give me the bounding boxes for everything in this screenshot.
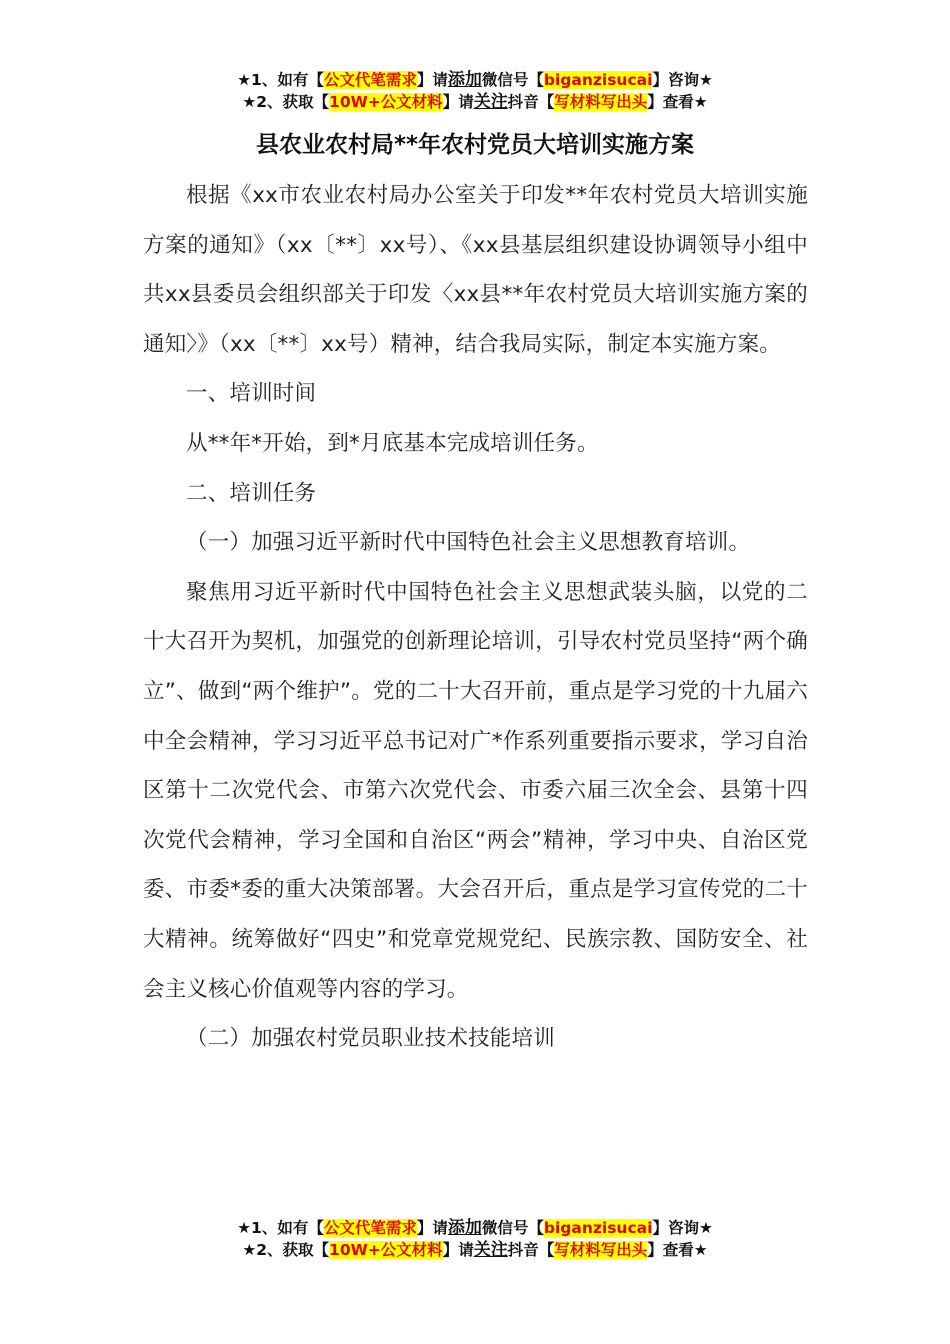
banner-text: ★2、获取【 [242,93,330,111]
banner-text: 】请 [416,1219,448,1237]
banner-highlight: biganzisucai [543,71,653,89]
header-banner [0,69,950,113]
document-title: 县农业农村局**年农村党员大培训实施方案 [255,132,695,158]
banner-highlight: 10W+公文材料 [329,1241,443,1259]
paragraph-intro: 根据《xx市农业农村局办公室关于印发**年农村党员大培训实施方案的通知》（xx〔**〕xx号）、《xx县基层组织建设协调领导小组中共xx县委员会组织部关于印发〈xx县**年农村党员大培训实施方案的通知〉》（xx〔**〕xx号）精神，结合我局实际，制定本实施方案。 [143,183,808,357]
banner-underline: 关注 [473,92,508,112]
banner-highlight: biganzisucai [543,1219,653,1237]
banner-text: 抖音【 [507,93,555,111]
banner-text: ★1、如有【 [237,1219,324,1237]
banner-line-1 [0,1217,950,1239]
heading-training-tasks: 二、培训任务 [186,480,317,506]
banner-text: 微信号【 [481,1219,544,1237]
banner-text: 】咨询★ [652,1219,713,1237]
banner-underline: 添加 [447,70,482,90]
banner-text: 】查看★ [647,93,708,111]
banner-highlight: 公文代笔需求 [323,71,417,89]
banner-underline: 添加 [447,1218,482,1238]
banner-highlight: 10W+公文材料 [329,93,443,111]
heading-training-time: 一、培训时间 [186,381,317,407]
banner-text: 】查看★ [647,1241,708,1259]
banner-underline: 关注 [473,1240,508,1260]
banner-highlight: 写材料写出头 [554,93,648,111]
paragraph-training-time: 从**年*开始，到*月底基本完成培训任务。 [186,430,599,456]
paragraph-ideology-training: 聚焦用习近平新时代中国特色社会主义思想武装头脑，以党的二十大召开为契机，加强党的创新理论培训，引导农村党员坚持“两个确立”、做到“两个维护”。党的二十大召开前，重点是学习党的十九届六中全会精神，学习习近平总书记对广*作系列重要指示要求，学习自治区第十二次党代会、市第六次党代会、市委六届三次全会、县第十四次党代会精神，学习全国和自治区“两会”精神，学习中央、自治区党委、市委*委的重大决策部署。大会召开后，重点是学习宣传党的二十大精神。统筹做好“四史”和党章党规党纪、民族宗教、国防安全、社会主义核心价值观等内容的学习。 [143,579,808,1002]
banner-text: 抖音【 [507,1241,555,1259]
subheading-skills-training: （二）加强农村党员职业技术技能培训 [186,1026,555,1052]
document-body [143,171,808,1064]
banner-text: 微信号【 [481,71,544,89]
banner-text: ★2、获取【 [242,1241,330,1259]
banner-highlight: 公文代笔需求 [323,1219,417,1237]
banner-text: 】请 [416,71,448,89]
banner-text: 】请 [442,1241,474,1259]
banner-line-2 [0,91,950,113]
subheading-ideology-training: （一）加强习近平新时代中国特色社会主义思想教育培训。 [186,530,751,556]
banner-highlight: 写材料写出头 [554,1241,648,1259]
banner-line-1 [0,69,950,91]
banner-text: 】请 [442,93,474,111]
banner-text: ★1、如有【 [237,71,324,89]
banner-text: 】咨询★ [652,71,713,89]
footer-banner [0,1217,950,1261]
banner-line-2 [0,1239,950,1261]
